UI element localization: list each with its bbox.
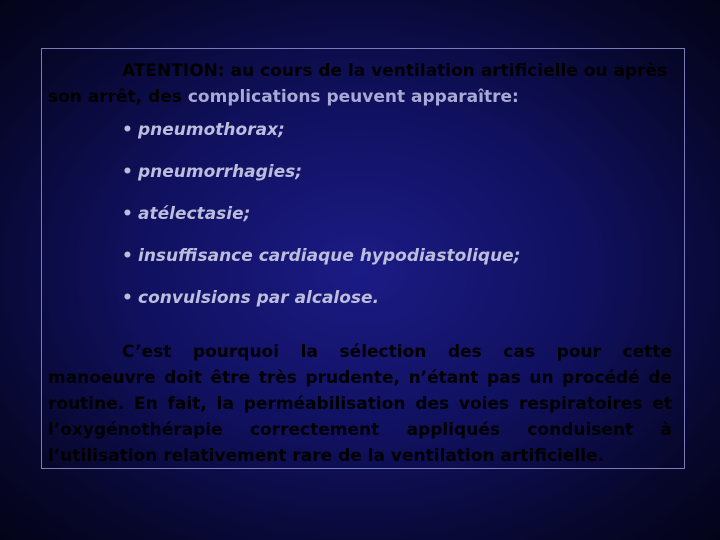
list-item-label: atélectasie;	[138, 204, 251, 224]
intro-text-light: complications peuvent apparaître:	[187, 87, 519, 107]
list-item-insuffisance	[122, 244, 521, 286]
list-item-label: convulsions par alcalose.	[138, 288, 380, 308]
complications-list	[122, 118, 521, 328]
intro-text-dark: ATENTION: au cours de la ventilation artificielle ou après son arrêt, des	[48, 61, 668, 107]
bullet-icon: •	[122, 204, 133, 224]
list-item-label: insuffisance cardiaque hypodiastolique;	[138, 246, 521, 266]
outro-text: C’est pourquoi la sélection des cas pour cette manoeuvre doit être très prudente, n’étant pas un procédé de routine. En fait, la perméabilisation des voies respiratoires et l’oxygénothérapie correctement appliqués conduisent à l’utilisation relativement rare de la ventilation artificielle.	[48, 342, 672, 466]
list-item-convulsions	[122, 286, 521, 328]
list-item-pneumothorax	[122, 118, 521, 160]
bullet-icon: •	[122, 120, 133, 140]
list-item-label: pneumothorax;	[138, 120, 285, 140]
bullet-icon: •	[122, 288, 133, 308]
bullet-icon: •	[122, 246, 133, 266]
bullet-icon: •	[122, 162, 133, 182]
outro-paragraph	[48, 339, 672, 469]
list-item-atelectasie	[122, 202, 521, 244]
intro-paragraph	[48, 58, 672, 110]
list-item-label: pneumorrhagies;	[138, 162, 303, 182]
list-item-pneumorrhagies	[122, 160, 521, 202]
